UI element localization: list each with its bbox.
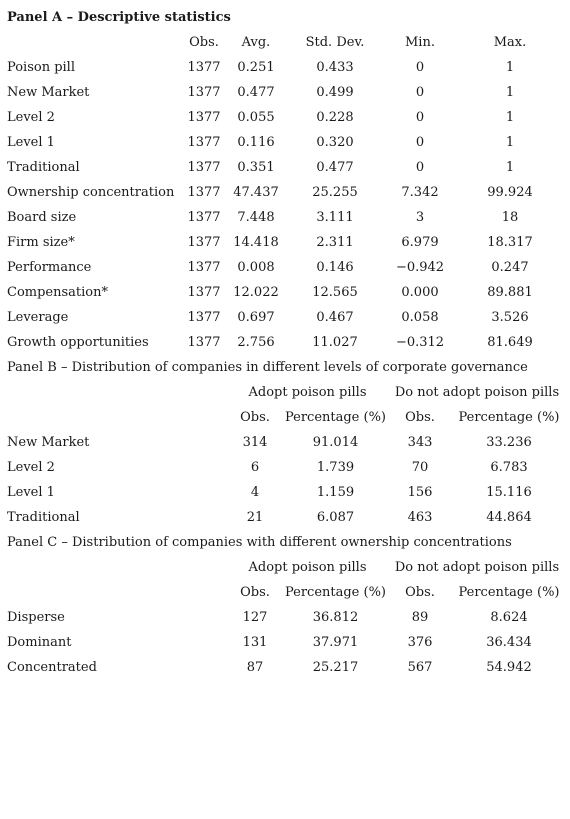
- table-row: [0, 655, 570, 680]
- cell-min: −0.942: [395, 260, 445, 275]
- cell-not-pct: 33.236: [486, 435, 532, 450]
- row-label: Performance: [7, 260, 92, 275]
- cell-obs: 1377: [187, 85, 221, 100]
- row-label: Level 1: [7, 135, 55, 150]
- cell-max: 89.881: [487, 285, 533, 300]
- cell-min: 0: [415, 135, 425, 150]
- table-row: [0, 130, 570, 155]
- panel-c-title: Panel C – Distribution of companies with different ownership concentrations: [7, 535, 512, 550]
- cell-obs: 1377: [187, 160, 221, 175]
- cell-min: 0.000: [401, 285, 439, 300]
- header-adopt-pct: Percentage (%): [284, 585, 387, 600]
- cell-min: 0: [415, 110, 425, 125]
- panel-a-header-row: [0, 30, 570, 55]
- cell-std-dev: 2.311: [316, 235, 354, 250]
- cell-not-pct: 36.434: [486, 635, 532, 650]
- cell-not-pct: 8.624: [490, 610, 528, 625]
- cell-std-dev: 3.111: [316, 210, 354, 225]
- header-adopt-obs: Obs.: [240, 410, 270, 425]
- cell-obs: 1377: [187, 235, 221, 250]
- cell-adopt-pct: 25.217: [312, 660, 359, 675]
- cell-std-dev: 0.477: [316, 160, 354, 175]
- table-row: [0, 255, 570, 280]
- cell-max: 1: [505, 135, 515, 150]
- cell-adopt-pct: 91.014: [312, 435, 359, 450]
- row-label: Level 2: [7, 110, 55, 125]
- group-not-adopt-label: Do not adopt poison pills: [394, 385, 560, 400]
- row-label: Concentrated: [7, 660, 97, 675]
- cell-not-obs: 89: [411, 610, 429, 625]
- header-max: Max.: [493, 35, 527, 50]
- header-std-dev: Std. Dev.: [305, 35, 365, 50]
- cell-obs: 1377: [187, 335, 221, 350]
- cell-obs: 1377: [187, 285, 221, 300]
- cell-adopt-pct: 6.087: [316, 510, 355, 525]
- table-row: [0, 430, 570, 455]
- cell-min: 0: [415, 60, 425, 75]
- cell-min: 0: [415, 85, 425, 100]
- panel-b-header-row: [0, 405, 570, 430]
- cell-adopt-obs: 87: [246, 660, 264, 675]
- cell-max: 1: [505, 85, 515, 100]
- cell-avg: 0.697: [237, 310, 275, 325]
- table-row: [0, 80, 570, 105]
- cell-max: 3.526: [491, 310, 529, 325]
- header-min: Min.: [405, 35, 435, 50]
- header-not-obs: Obs.: [405, 410, 435, 425]
- cell-min: 0: [415, 160, 425, 175]
- row-label: New Market: [7, 85, 90, 100]
- cell-max: 18: [501, 210, 519, 225]
- cell-avg: 14.418: [233, 235, 279, 250]
- cell-max: 1: [505, 160, 515, 175]
- cell-not-obs: 70: [411, 460, 429, 475]
- cell-adopt-obs: 21: [246, 510, 264, 525]
- cell-adopt-obs: 6: [250, 460, 260, 475]
- panel-a-title: Panel A – Descriptive statistics: [7, 10, 231, 25]
- table-row: [0, 155, 570, 180]
- cell-avg: 0.477: [237, 85, 275, 100]
- row-label: Ownership concentration: [7, 185, 175, 200]
- cell-avg: 0.116: [237, 135, 275, 150]
- table-row: [0, 455, 570, 480]
- cell-obs: 1377: [187, 135, 221, 150]
- cell-not-obs: 156: [407, 485, 433, 500]
- header-adopt-obs: Obs.: [240, 585, 270, 600]
- table-row: [0, 480, 570, 505]
- cell-avg: 0.055: [237, 110, 275, 125]
- row-label: Level 1: [7, 485, 55, 500]
- header-not-pct: Percentage (%): [458, 585, 560, 600]
- cell-adopt-obs: 127: [242, 610, 268, 625]
- cell-min: 7.342: [401, 185, 439, 200]
- table-row: [0, 280, 570, 305]
- table-row: [0, 630, 570, 655]
- panel-b-title: Panel B – Distribution of companies in different levels of corporate governance: [7, 360, 528, 375]
- cell-adopt-obs: 4: [250, 485, 260, 500]
- cell-std-dev: 0.320: [316, 135, 354, 150]
- header-obs: Obs.: [189, 35, 219, 50]
- header-not-pct: Percentage (%): [458, 410, 560, 425]
- header-avg: Avg.: [241, 35, 271, 50]
- cell-not-obs: 567: [407, 660, 433, 675]
- cell-min: −0.312: [395, 335, 445, 350]
- cell-not-obs: 463: [407, 510, 433, 525]
- cell-min: 0.058: [401, 310, 439, 325]
- row-label: Disperse: [7, 610, 65, 625]
- cell-std-dev: 12.565: [312, 285, 358, 300]
- row-label: Leverage: [7, 310, 69, 325]
- table-row: [0, 205, 570, 230]
- table-row: [0, 180, 570, 205]
- cell-std-dev: 0.146: [316, 260, 354, 275]
- cell-not-obs: 343: [407, 435, 433, 450]
- cell-adopt-obs: 314: [242, 435, 268, 450]
- row-label: Firm size*: [7, 235, 75, 250]
- cell-obs: 1377: [187, 310, 221, 325]
- group-adopt-label: Adopt poison pills: [248, 560, 367, 575]
- cell-not-pct: 54.942: [486, 660, 532, 675]
- table-row: [0, 330, 570, 355]
- cell-adopt-pct: 37.971: [312, 635, 359, 650]
- table-row: [0, 105, 570, 130]
- cell-adopt-pct: 1.739: [316, 460, 355, 475]
- table-row: [0, 305, 570, 330]
- cell-avg: 12.022: [233, 285, 279, 300]
- panel-c-group-row: [0, 555, 570, 580]
- row-label: Traditional: [7, 160, 80, 175]
- cell-avg: 47.437: [233, 185, 279, 200]
- cell-obs: 1377: [187, 110, 221, 125]
- cell-max: 81.649: [487, 335, 533, 350]
- table-row: [0, 55, 570, 80]
- group-not-adopt-label: Do not adopt poison pills: [394, 560, 560, 575]
- header-not-obs: Obs.: [405, 585, 435, 600]
- cell-std-dev: 0.467: [316, 310, 354, 325]
- cell-avg: 0.251: [237, 60, 275, 75]
- cell-min: 6.979: [401, 235, 439, 250]
- cell-avg: 7.448: [237, 210, 275, 225]
- cell-not-pct: 44.864: [486, 510, 532, 525]
- table-row: [0, 230, 570, 255]
- cell-avg: 0.008: [237, 260, 275, 275]
- table-row: [0, 505, 570, 530]
- cell-not-obs: 376: [407, 635, 433, 650]
- cell-adopt-obs: 131: [242, 635, 268, 650]
- row-label: Compensation*: [7, 285, 108, 300]
- cell-adopt-pct: 1.159: [316, 485, 355, 500]
- cell-not-pct: 15.116: [486, 485, 532, 500]
- cell-max: 1: [505, 110, 515, 125]
- row-label: Growth opportunities: [7, 335, 149, 350]
- row-label: Traditional: [7, 510, 80, 525]
- row-label: Level 2: [7, 460, 55, 475]
- group-adopt-label: Adopt poison pills: [248, 385, 367, 400]
- row-label: Dominant: [7, 635, 72, 650]
- cell-obs: 1377: [187, 260, 221, 275]
- cell-obs: 1377: [187, 60, 221, 75]
- cell-std-dev: 0.499: [316, 85, 354, 100]
- cell-max: 0.247: [491, 260, 529, 275]
- cell-std-dev: 25.255: [312, 185, 358, 200]
- row-label: Poison pill: [7, 60, 76, 75]
- cell-max: 1: [505, 60, 515, 75]
- cell-obs: 1377: [187, 185, 221, 200]
- cell-max: 18.317: [487, 235, 533, 250]
- cell-avg: 0.351: [237, 160, 275, 175]
- cell-adopt-pct: 36.812: [312, 610, 359, 625]
- cell-max: 99.924: [487, 185, 533, 200]
- cell-std-dev: 11.027: [312, 335, 358, 350]
- row-label: New Market: [7, 435, 90, 450]
- cell-avg: 2.756: [237, 335, 275, 350]
- cell-std-dev: 0.433: [316, 60, 354, 75]
- cell-min: 3: [415, 210, 425, 225]
- table-row: [0, 605, 570, 630]
- panel-c-header-row: [0, 580, 570, 605]
- row-label: Board size: [7, 210, 77, 225]
- cell-std-dev: 0.228: [316, 110, 354, 125]
- cell-not-pct: 6.783: [490, 460, 528, 475]
- cell-obs: 1377: [187, 210, 221, 225]
- header-adopt-pct: Percentage (%): [284, 410, 387, 425]
- panel-b-group-row: [0, 380, 570, 405]
